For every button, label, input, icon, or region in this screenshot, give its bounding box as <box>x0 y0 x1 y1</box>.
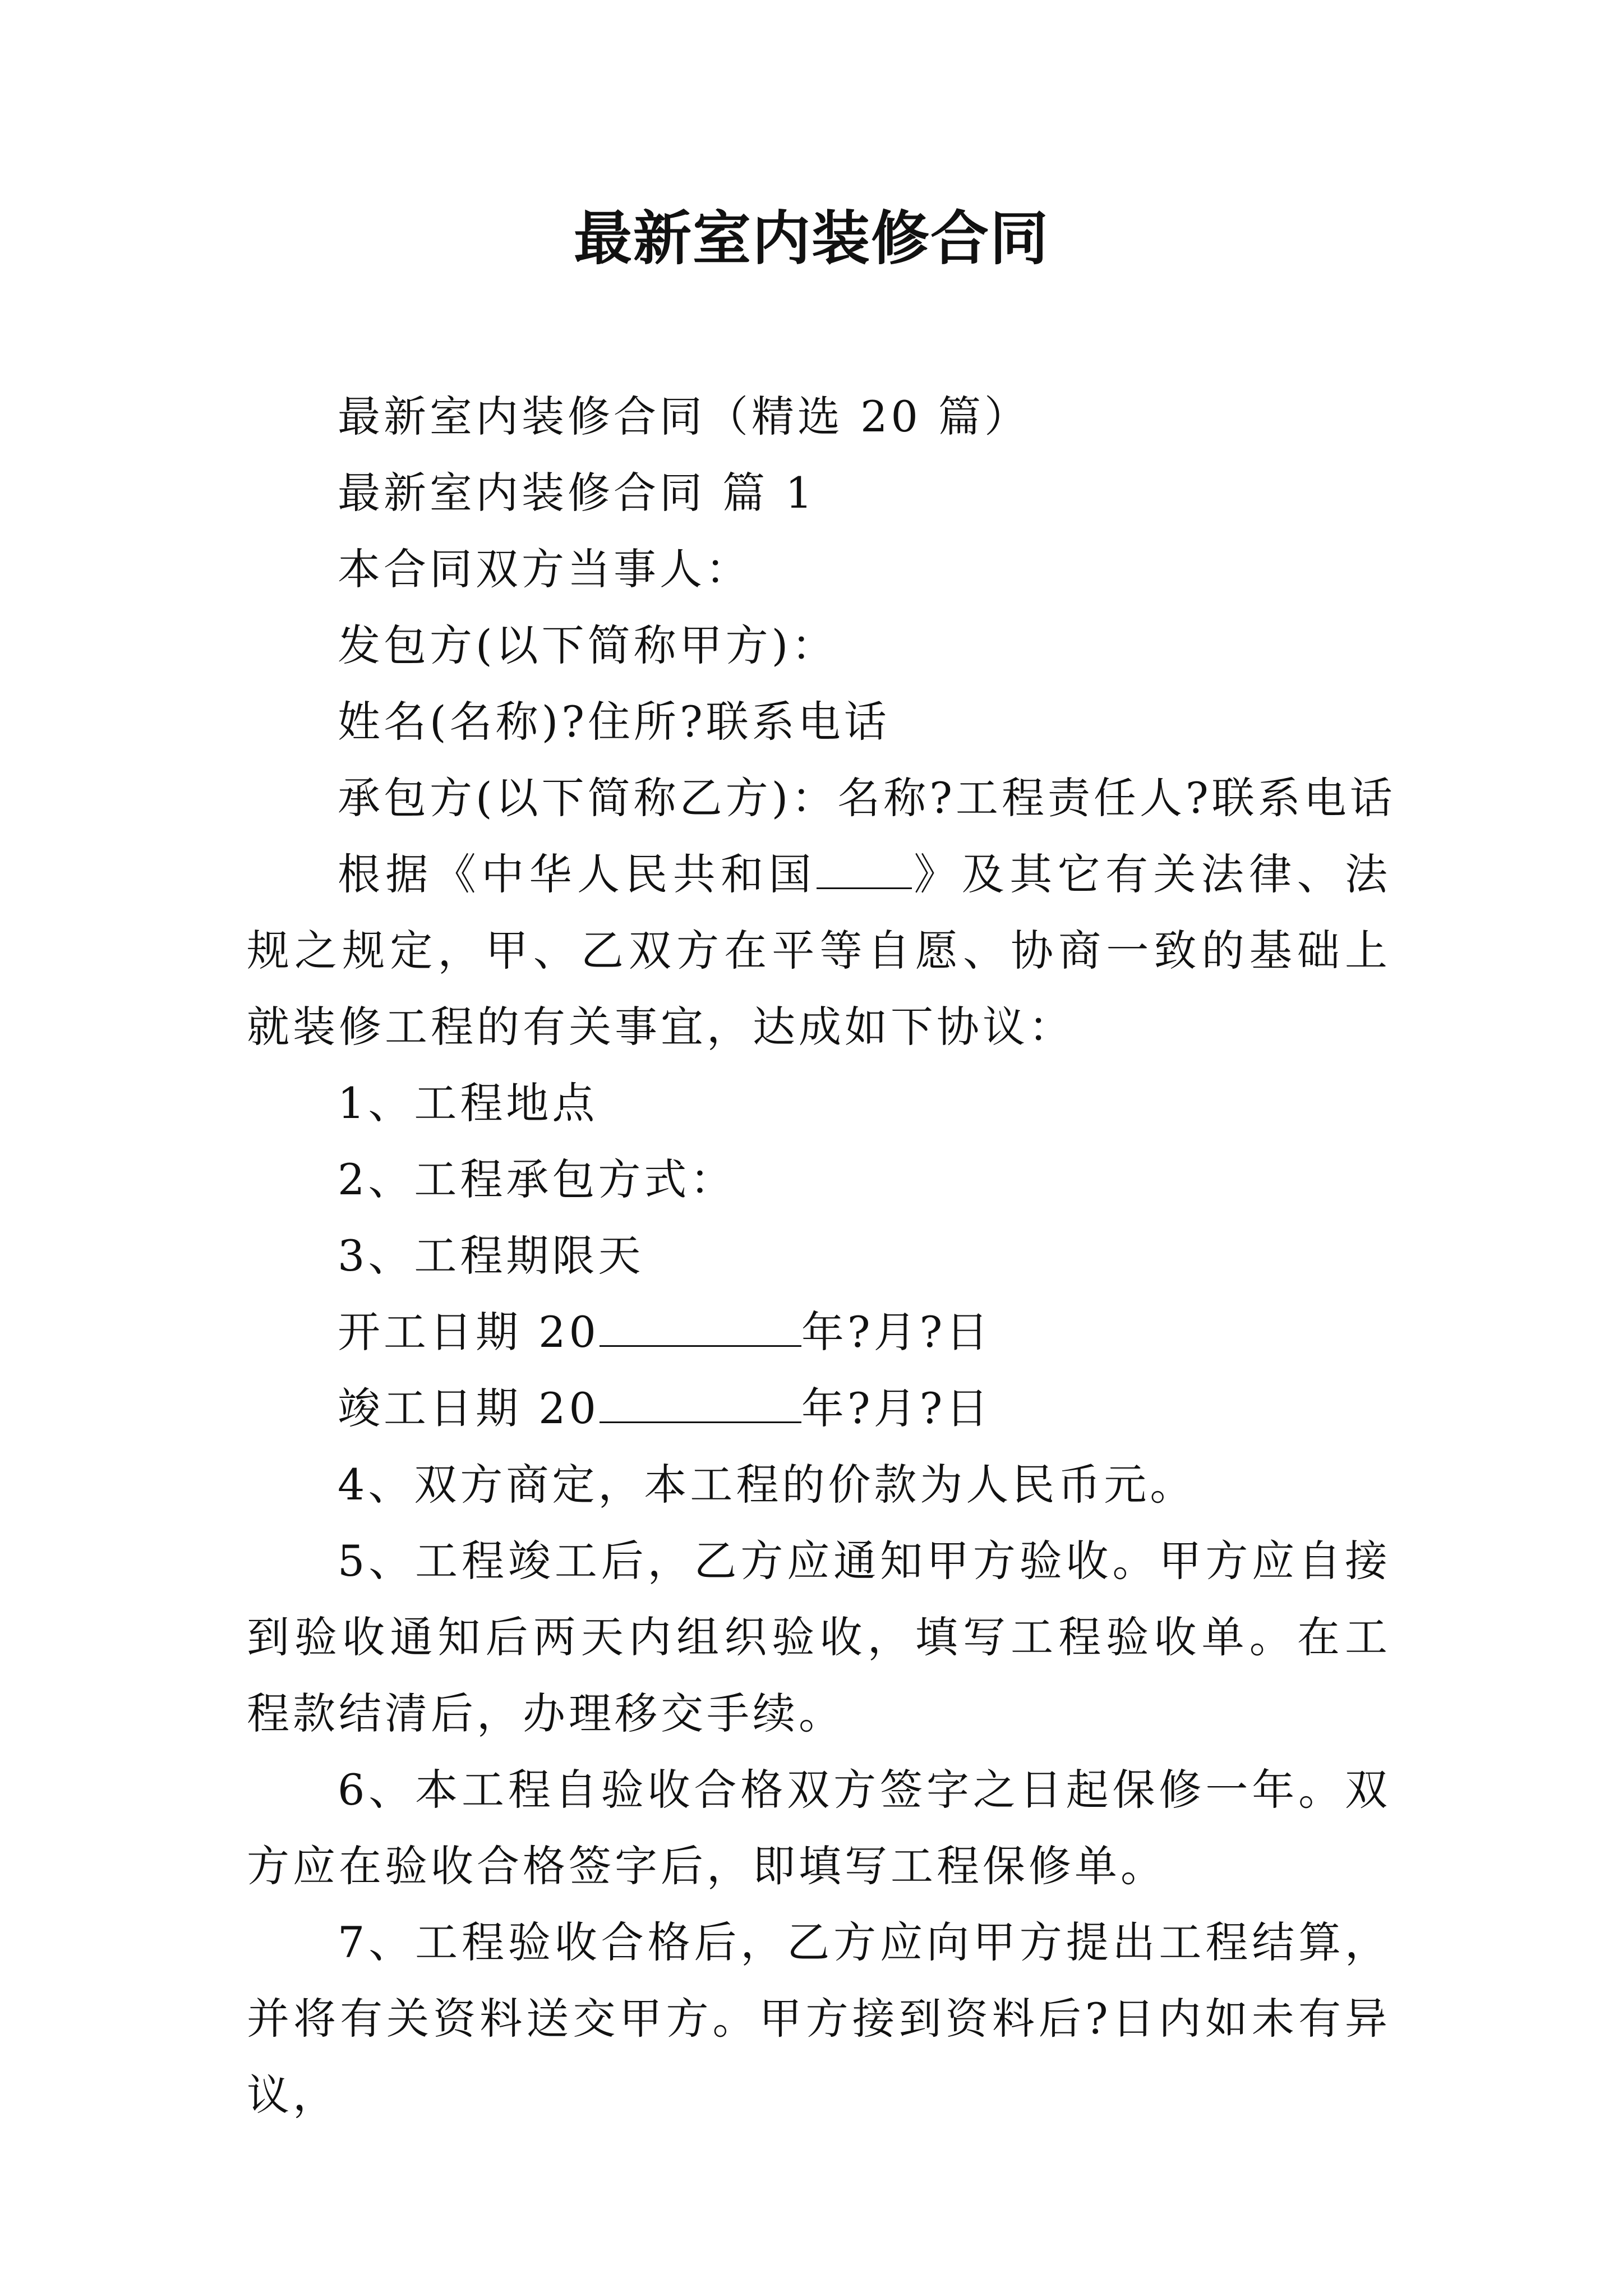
end-date-blank <box>600 1384 801 1423</box>
end-date-suffix: 年?月?日 <box>801 1383 992 1433</box>
start-date-blank <box>600 1308 801 1347</box>
start-date-label: 开工日期 20 <box>338 1307 600 1357</box>
paragraph-item-4: 4、双方商定，本工程的价款为人民币元。 <box>338 1460 1196 1510</box>
paragraph-party-a-details: 姓名(名称)?住所?联系电话 <box>338 697 890 747</box>
paragraph-item-6: 6、本工程自验收合格双方签字之日起保修一年。双方应在验收合格签字后，即填写工程保修单。 <box>247 1765 1391 1891</box>
paragraph-party-a: 发包方(以下简称甲方)： <box>338 620 838 670</box>
paragraph-end-date <box>247 1370 1391 1447</box>
paragraph-item-7: 7、工程验收合格后，乙方应向甲方提出工程结算，并将有关资料送交甲方。甲方接到资料后?日内如未有异议， <box>247 1917 1391 2120</box>
legal-basis-end: 》及其它有关法律、法规之规定，甲、乙双方在平等自愿、协商一致的基础上就装修工程的有关事宜，达成如下协议： <box>247 849 1391 1052</box>
paragraph-subtitle: 最新室内装修合同（精选 20 篇） <box>338 392 1031 441</box>
paragraph-item-1: 1、工程地点 <box>338 1078 598 1128</box>
law-name-blank <box>817 850 912 889</box>
paragraph-item-2: 2、工程承包方式： <box>338 1154 736 1204</box>
paragraph-parties: 本合同双方当事人： <box>338 544 751 594</box>
paragraph-item-5: 5、工程竣工后，乙方应通知甲方验收。甲方应自接到验收通知后两天内组织验收，填写工程验收单。在工程款结清后，办理移交手续。 <box>247 1536 1391 1738</box>
document-title: 最新室内装修合同 <box>573 204 1049 273</box>
start-date-suffix: 年?月?日 <box>801 1307 992 1357</box>
paragraph-section-heading: 最新室内装修合同 篇 1 <box>338 468 816 518</box>
end-date-label: 竣工日期 20 <box>338 1383 600 1433</box>
document-body <box>247 379 1396 2133</box>
legal-basis-start: 根据《中华人民共和国 <box>338 849 817 899</box>
paragraph-party-b: 承包方(以下简称乙方)：名称?工程责任人?联系电话 <box>338 773 1396 823</box>
paragraph-legal-basis <box>247 836 1391 1065</box>
paragraph-start-date <box>247 1294 1391 1370</box>
paragraph-item-3: 3、工程期限天 <box>338 1231 644 1281</box>
